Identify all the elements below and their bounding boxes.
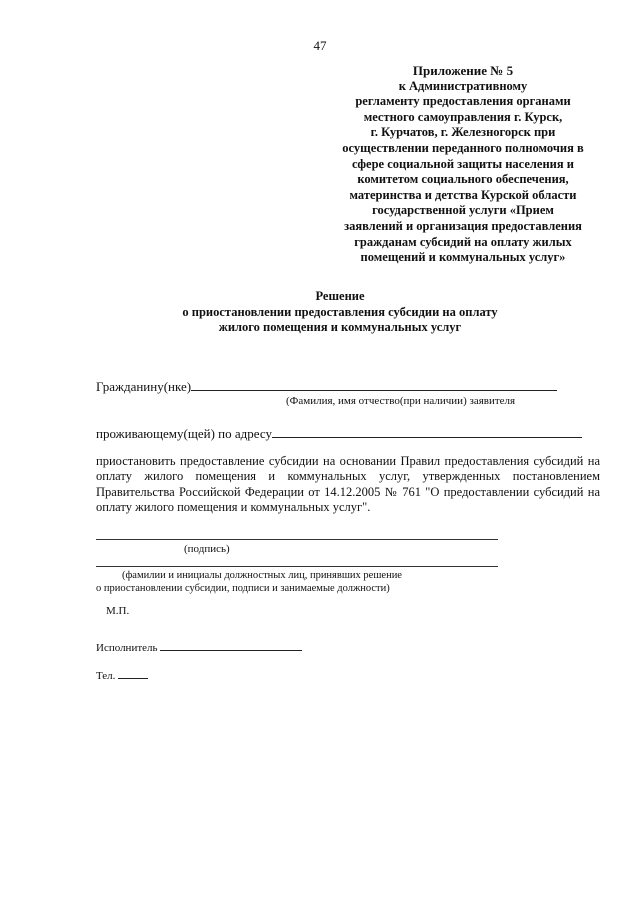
- address-field[interactable]: [272, 425, 582, 438]
- appendix-line: регламенту предоставления органами: [355, 94, 571, 109]
- executor-row: [96, 640, 302, 654]
- decision-body-text: приостановить предоставление субсидии на основании Правил предоставления субсидий на оплату жилого помещения и коммунальных услуг, утвержденных постановлением Правительства Российской Федерации от 14.12.2005 № 761 "О предоставлении субсидий на оплату жилого помещения и коммунальных услуг".: [96, 454, 600, 515]
- address-label: проживающему(щей) по адресу: [96, 426, 272, 441]
- appendix-line: сфере социальной защиты населения и: [352, 156, 574, 171]
- appendix-line: помещений и коммунальных услуг»: [360, 250, 566, 265]
- decision-subtitle-line: жилого помещения и коммунальных услуг: [218, 320, 462, 335]
- decision-title: Решение: [315, 289, 365, 303]
- phone-label: Тел.: [96, 670, 116, 682]
- citizen-name-field[interactable]: [191, 378, 557, 391]
- signature-line[interactable]: [96, 539, 498, 540]
- executor-label: Исполнитель: [96, 642, 158, 654]
- citizen-caption: (Фамилия, имя отчество(при наличии) заявителя: [286, 395, 516, 407]
- officials-caption-line: о приостановлении субсидии, подписи и занимаемые должности): [96, 583, 390, 594]
- phone-row: [96, 668, 148, 682]
- address-row: [96, 425, 582, 442]
- appendix-header: [318, 63, 608, 266]
- appendix-line: к Административному: [398, 78, 528, 93]
- appendix-line: местного самоуправления г. Курск,: [363, 109, 563, 124]
- decision-heading: [150, 289, 530, 336]
- decision-subtitle-line: о приостановлении предоставления субсидии на оплату: [182, 304, 498, 319]
- citizen-label: Гражданину(нке): [96, 379, 192, 394]
- officials-line[interactable]: [96, 566, 498, 567]
- appendix-line: заявлений и организация предоставления: [344, 218, 582, 233]
- officials-caption-line: (фамилии и инициалы должностных лиц, принявших решение: [122, 570, 402, 581]
- appendix-title: Приложение № 5: [412, 63, 514, 78]
- signature-caption: (подпись): [184, 543, 230, 555]
- appendix-line: государственной услуги «Прием: [372, 203, 554, 218]
- stamp-label: М.П.: [106, 605, 130, 617]
- page-number: 47: [313, 38, 327, 53]
- appendix-line: материнства и детства Курской области: [349, 187, 577, 202]
- phone-field[interactable]: [118, 668, 148, 679]
- appendix-line: г. Курчатов, г. Железногорск при: [370, 125, 556, 140]
- appendix-line: гражданам субсидий на оплату жилых: [354, 234, 572, 249]
- citizen-row: [96, 378, 557, 395]
- appendix-line: осуществлении переданного полномочия в: [342, 140, 584, 155]
- executor-field[interactable]: [160, 640, 302, 651]
- appendix-line: комитетом социального обеспечения,: [357, 172, 569, 187]
